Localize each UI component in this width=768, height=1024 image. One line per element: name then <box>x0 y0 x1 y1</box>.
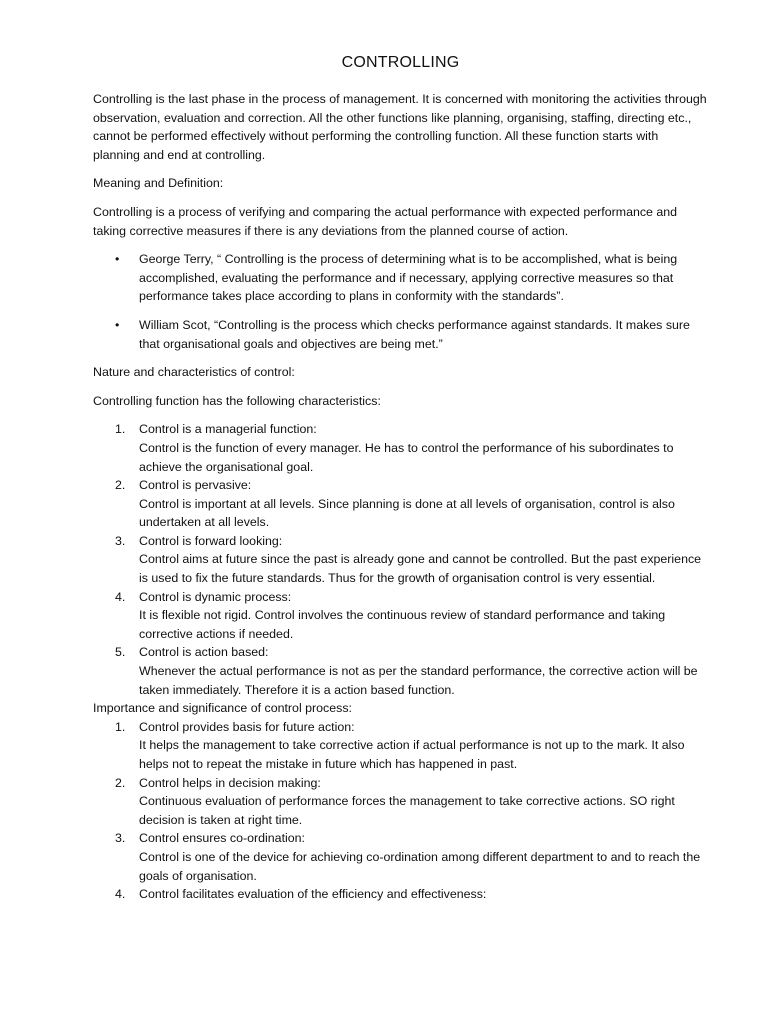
list-item <box>93 476 708 532</box>
list-number: 1. <box>115 719 126 734</box>
list-item-title: Control is forward looking: <box>139 533 283 548</box>
list-item-title: Control is dynamic process: <box>139 589 292 604</box>
list-item <box>93 532 708 588</box>
meaning-heading: Meaning and Definition: <box>93 176 224 191</box>
list-item-title: Control provides basis for future action: <box>139 719 355 734</box>
list-item-desc: Control is the function of every manager. He has to control the performance of his subordinates to achieve the organisational goal. <box>139 440 674 474</box>
list-item <box>93 420 708 476</box>
quote-text: George Terry, “ Controlling is the process of determining what is to be accomplished, what is being accomplished, evaluating the performance and if necessary, applying corrective measures so that performance takes place according to plans in conformity with the standards”. <box>139 252 678 304</box>
list-item <box>93 829 708 885</box>
characteristics-list <box>93 420 708 699</box>
quote-text: William Scot, “Controlling is the process which checks performance against standards. It makes sure that organisational goals and objectives are being met.” <box>139 317 690 351</box>
list-item <box>93 885 708 904</box>
importance-heading: Importance and significance of control process: <box>93 701 352 716</box>
list-item-desc: Control is one of the device for achieving co-ordination among different department to and to reach the goals of organisation. <box>139 849 701 883</box>
list-number: 4. <box>115 589 126 604</box>
list-number: 2. <box>115 775 126 790</box>
list-item-title: Control is pervasive: <box>139 478 252 493</box>
list-item <box>93 643 708 699</box>
list-number: 2. <box>115 478 126 493</box>
list-number: 3. <box>115 831 126 846</box>
list-item <box>93 774 708 830</box>
definition-paragraph: Controlling is a process of verifying and comparing the actual performance with expected performance and taking corrective measures if there is any deviations from the planned course of action. <box>93 204 678 238</box>
list-item-desc: Whenever the actual performance is not as per the standard performance, the corrective action will be taken immediately. Therefore it is a action based function. <box>139 664 698 697</box>
list-item-title: Control is a managerial function: <box>139 422 317 437</box>
list-item-title: Control ensures co-ordination: <box>139 831 305 846</box>
quote-item <box>93 316 708 353</box>
list-item <box>93 588 708 644</box>
bullet-icon: • <box>115 252 120 267</box>
list-number: 3. <box>115 533 126 548</box>
list-item-title: Control facilitates evaluation of the efficiency and effectiveness: <box>139 887 487 902</box>
list-item-desc: Control aims at future since the past is already gone and cannot be controlled. But the past experience is used to fix the future standards. Thus for the growth of organisation control is very essential. <box>139 552 702 586</box>
quote-item <box>93 250 708 306</box>
list-item-desc: It is flexible not rigid. Control involves the continuous review of standard performance and taking corrective actions if needed. <box>139 608 666 641</box>
characteristics-intro: Controlling function has the following characteristics: <box>93 393 381 408</box>
list-item-title: Control helps in decision making: <box>139 775 321 790</box>
list-number: 5. <box>115 645 126 660</box>
intro-paragraph: Controlling is the last phase in the process of management. It is concerned with monitoring the activities through observation, evaluation and correction. All the other functions like planning, organising, staffing, directing etc., cannot be performed effectively without performing the controlling function. All these function starts with planning and end at controlling. <box>93 92 707 162</box>
page-title: CONTROLLING <box>341 54 460 71</box>
importance-list <box>93 718 708 904</box>
list-item-desc: It helps the management to take corrective action if actual performance is not up to the mark. It also helps not to repeat the mistake in future which has happened in past. <box>139 738 685 771</box>
list-item-title: Control is action based: <box>139 645 269 660</box>
list-item-desc: Continuous evaluation of performance forces the management to take corrective actions. SO right decision is taken at right time. <box>139 794 675 827</box>
list-item-desc: Control is important at all levels. Since planning is done at all levels of organisation, control is also undertaken at all levels. <box>139 496 675 530</box>
definition-quotes-list <box>93 250 708 353</box>
list-number: 4. <box>115 887 126 902</box>
nature-heading: Nature and characteristics of control: <box>93 365 295 380</box>
list-number: 1. <box>115 422 126 437</box>
bullet-icon: • <box>115 317 120 332</box>
list-item <box>93 718 708 774</box>
